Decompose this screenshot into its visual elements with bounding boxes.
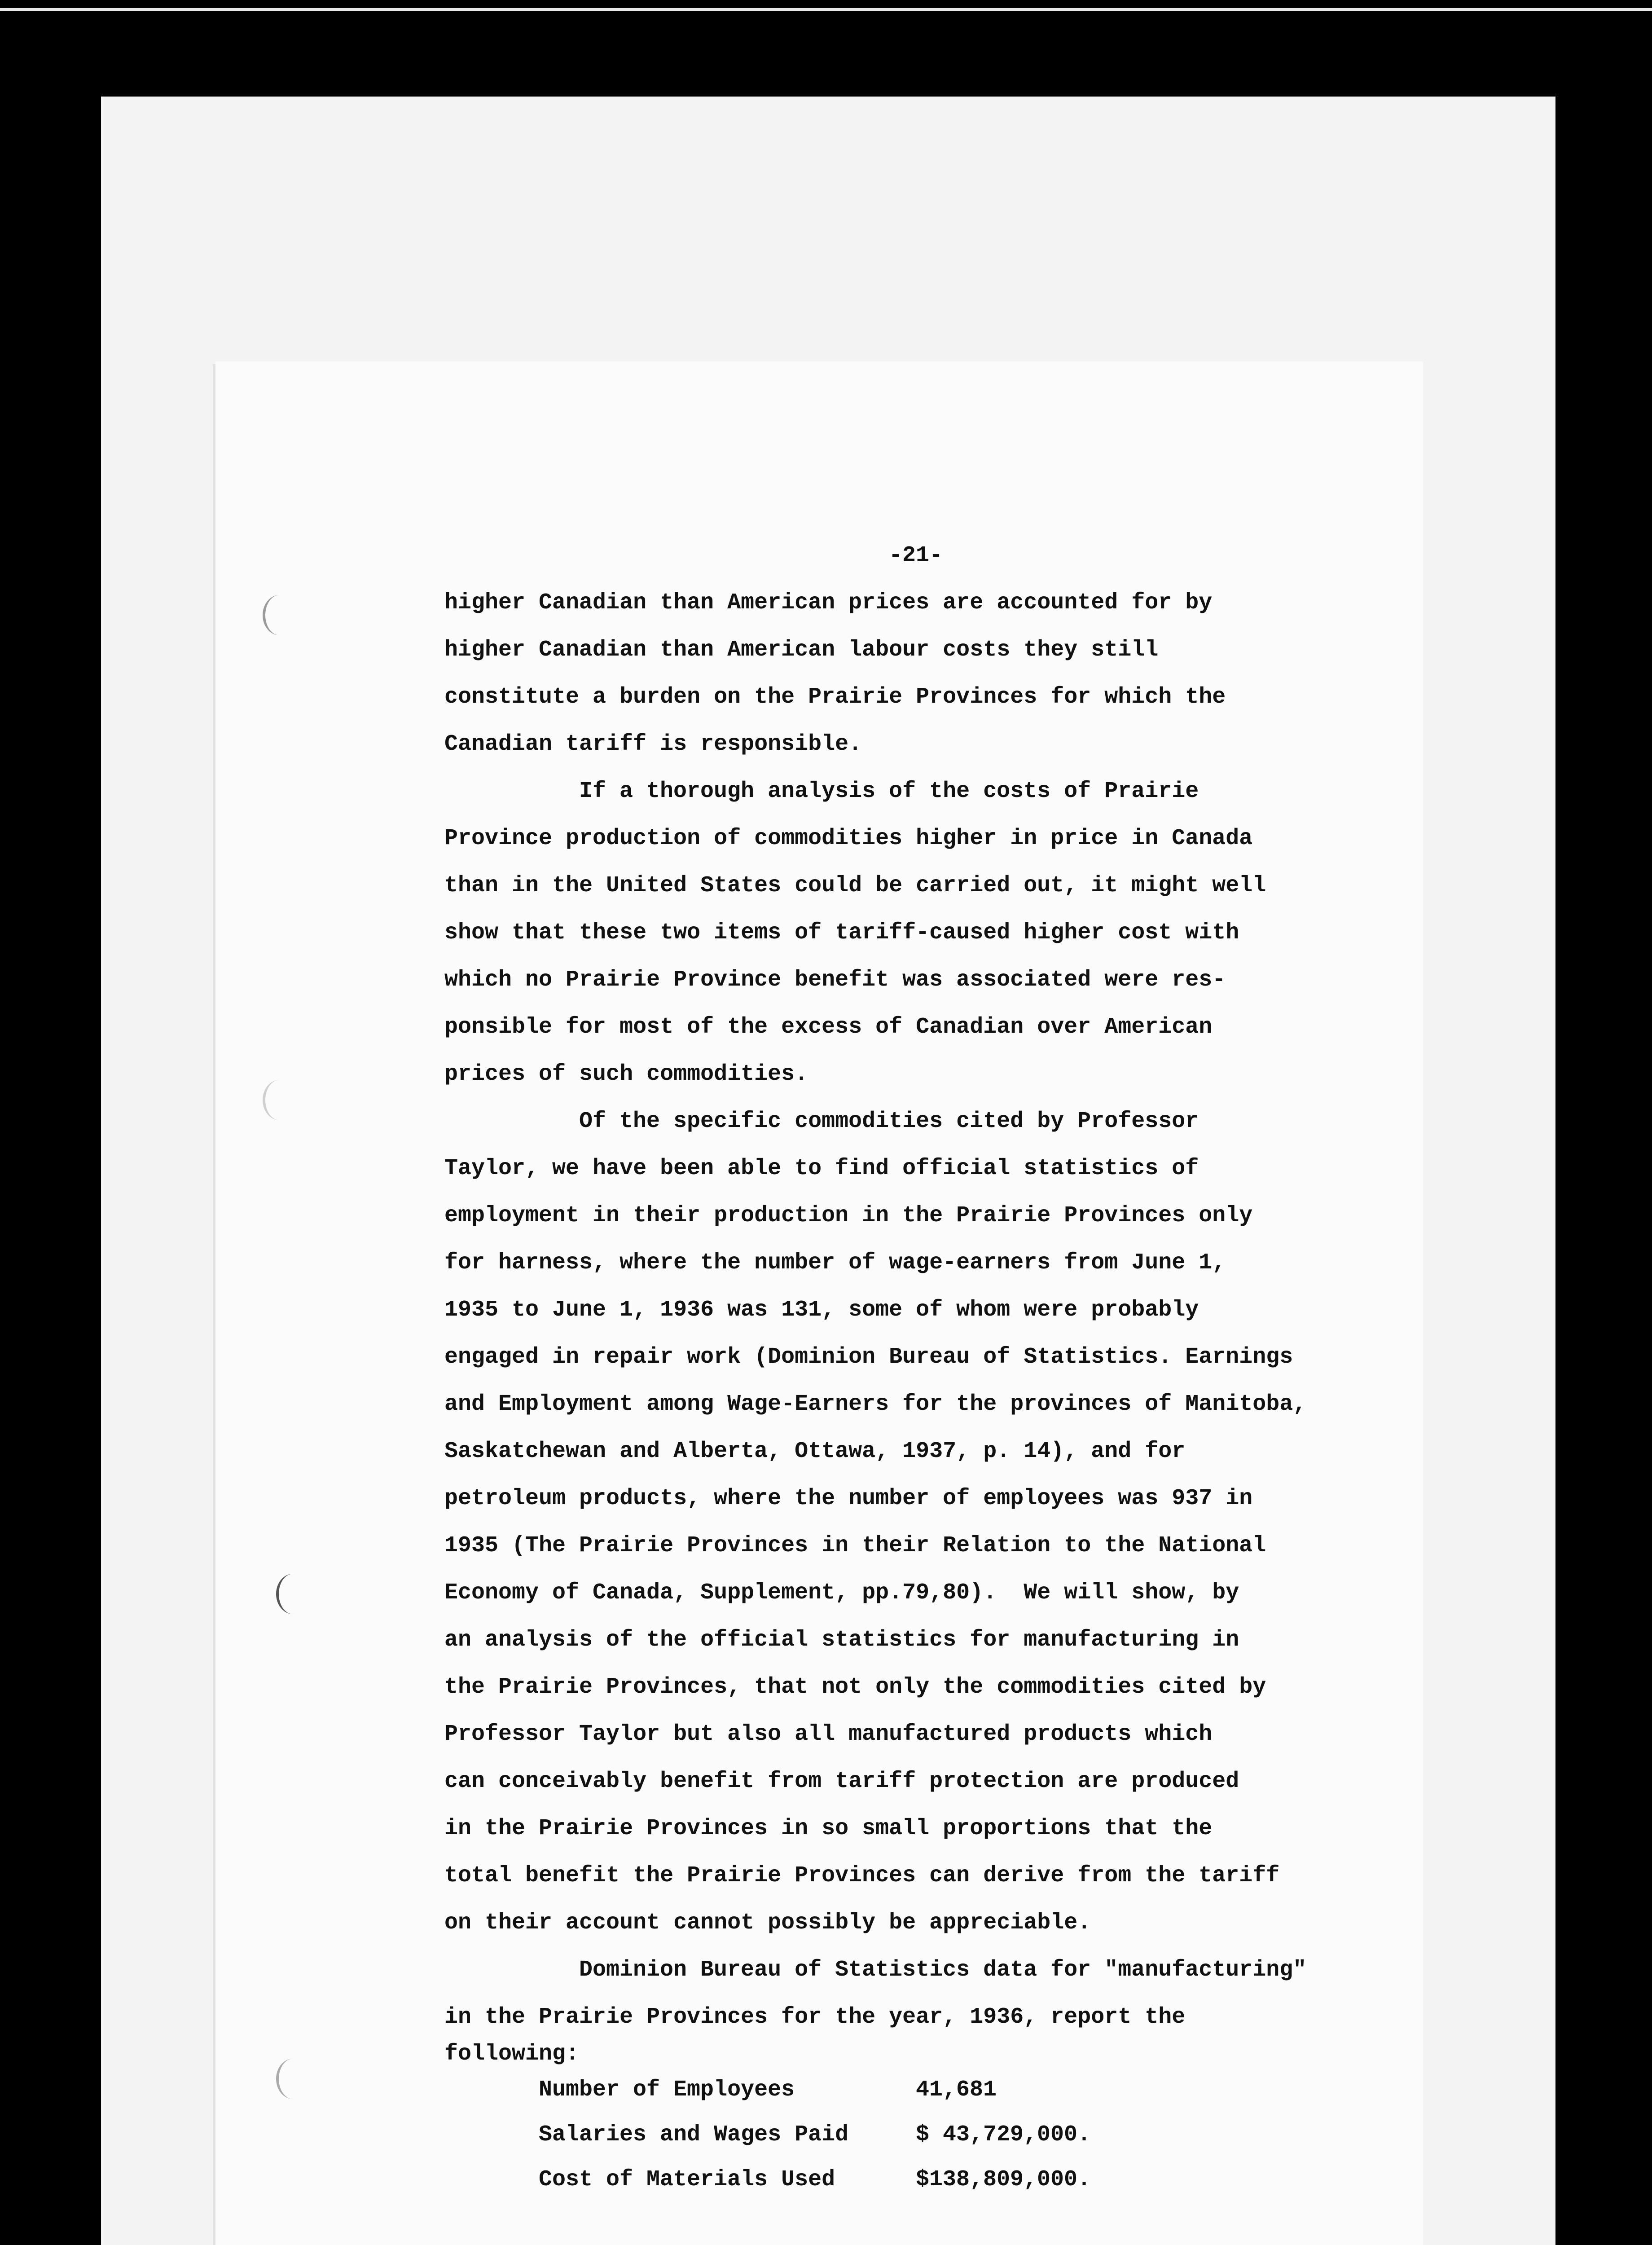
- text-line: the Prairie Provinces, that not only the commodities cited by: [444, 1674, 1266, 1700]
- text-line: petroleum products, where the number of employees was 937 in: [444, 1486, 1253, 1511]
- text-line: and Employment among Wage-Earners for the provinces of Manitoba,: [444, 1391, 1307, 1417]
- text-line: Of the specific commodities cited by Professor: [579, 1109, 1199, 1134]
- table-value: $138,809,000.: [916, 2167, 1091, 2192]
- text-line: total benefit the Prairie Provinces can derive from the tariff: [444, 1863, 1280, 1888]
- text-line: higher Canadian than American labour costs they still: [444, 637, 1159, 663]
- top-edge: [0, 8, 1652, 11]
- text-line: in the Prairie Provinces for the year, 1936, report the: [444, 2004, 1186, 2030]
- page-text: [444, 532, 1387, 2202]
- table-label: Salaries and Wages Paid: [539, 2122, 849, 2148]
- text-line: show that these two items of tariff-caused higher cost with: [444, 920, 1239, 946]
- text-line: Saskatchewan and Alberta, Ottawa, 1937, p. 14), and for: [444, 1439, 1186, 1464]
- statistics-table: [539, 2068, 1387, 2202]
- text-line: higher Canadian than American prices are accounted for by: [444, 590, 1213, 616]
- text-line: 1935 to June 1, 1936 was 131, some of whom were probably: [444, 1297, 1199, 1323]
- table-label: Number of Employees: [539, 2077, 795, 2103]
- table-row: [539, 2113, 1387, 2157]
- text-line: engaged in repair work (Dominion Bureau of Statistics. Earnings: [444, 1344, 1293, 1370]
- text-line: an analysis of the official statistics for manufacturing in: [444, 1627, 1239, 1653]
- text-line: than in the United States could be carried out, it might well: [444, 873, 1266, 898]
- text-line: constitute a burden on the Prairie Provinces for which the: [444, 684, 1226, 710]
- table-value: $ 43,729,000.: [916, 2122, 1091, 2148]
- text-line: for harness, where the number of wage-earners from June 1,: [444, 1250, 1226, 1276]
- punch-hole-mark: [263, 595, 297, 635]
- page-number: -21-: [888, 543, 943, 568]
- text-line: can conceivably benefit from tariff protection are produced: [444, 1769, 1239, 1794]
- text-line: ponsible for most of the excess of Canadian over American: [444, 1014, 1213, 1040]
- text-line: Professor Taylor but also all manufactured products which: [444, 1721, 1213, 1747]
- punch-hole-mark: [263, 1080, 297, 1120]
- punch-hole-mark: [276, 2059, 310, 2099]
- text-line: Economy of Canada, Supplement, pp.79,80). We will show, by: [444, 1580, 1239, 1606]
- text-line: prices of such commodities.: [444, 1061, 808, 1087]
- text-line: on their account cannot possibly be appreciable.: [444, 1910, 1091, 1936]
- text-line: If a thorough analysis of the costs of Prairie: [579, 779, 1199, 804]
- table-row: [539, 2068, 1387, 2113]
- document-page: [215, 361, 1423, 2245]
- text-line: following:: [444, 2041, 580, 2067]
- text-line: Taylor, we have been able to find official statistics of: [444, 1156, 1199, 1181]
- text-line: which no Prairie Province benefit was associated were res-: [444, 967, 1226, 993]
- text-line: in the Prairie Provinces in so small proportions that the: [444, 1816, 1213, 1841]
- table-value: 41,681: [916, 2077, 997, 2103]
- text-line: 1935 (The Prairie Provinces in their Relation to the National: [444, 1533, 1266, 1558]
- text-line: Dominion Bureau of Statistics data for "manufacturing": [579, 1957, 1307, 1983]
- text-line: Canadian tariff is responsible.: [444, 731, 862, 757]
- text-line: Province production of commodities higher in price in Canada: [444, 826, 1253, 851]
- table-label: Cost of Materials Used: [539, 2167, 835, 2192]
- text-line: employment in their production in the Prairie Provinces only: [444, 1203, 1253, 1228]
- table-row: [539, 2157, 1387, 2202]
- punch-hole-mark: [276, 1574, 310, 1614]
